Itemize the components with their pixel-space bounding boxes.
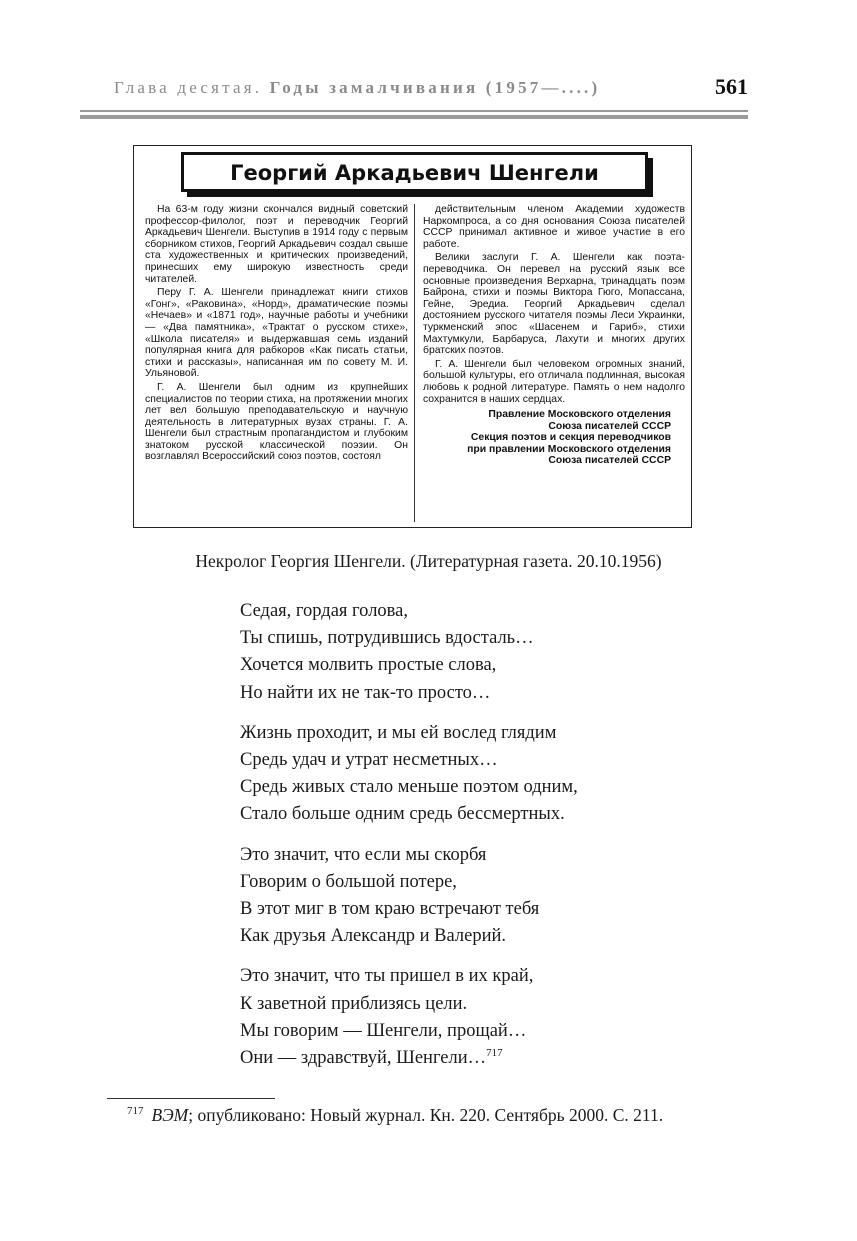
- footnote-text: ; опубликовано: Новый журнал. Кн. 220. Сентябрь 2000. С. 211.: [188, 1105, 664, 1125]
- header-rule-thick: [80, 115, 748, 119]
- poem-line: В этот миг в том краю встречают тебя: [240, 899, 540, 920]
- clipping-paragraph: Г. А. Шенгели был одним из крупнейших специалистов по теории стиха, на протяжении многих лет вел большую преподавательскую и научную деятельность в литературных вузах страны. Г. А. Шенгели был страстным пропагандистом и глубоким знатоком русской классической поэзии. Он возглавлял Всероссийский союз поэтов, состоял: [145, 381, 408, 463]
- signature-line: Секция поэтов и секция переводчиков: [470, 432, 671, 444]
- clipping-paragraph: На 63-м году жизни скончался видный советский профессор-филолог, поэт и переводчик Георгий Аркадьевич Шенгели. Выступив в 1914 году с первым сборником стихов, Георгий Аркадьевич создал свыше ста художественных и критических произведений, принесших ему широкую известность среди читателей.: [145, 204, 408, 285]
- signature-line: при правлении Московского отделения: [467, 443, 671, 455]
- poem: [240, 598, 578, 1085]
- clipping-paragraph: Велики заслуги Г. А. Шенгели как поэта-переводчика. Он перевел на русский язык все основные произведения Верхарна, тринадцать поэм Байрона, стихи и поэмы Виктора Гюго, Мопассана, Гейне, Эредиа. Георгий Аркадьевич сделал достоянием русского читателя поэмы Леси Украинки, туркменский эпос «Шасенем и Гариб», стихи Махтумкули, Барбаруса, Лахути и многих других братских поэтов.: [423, 252, 685, 357]
- signature-line: Правление Московского отделения: [488, 409, 671, 421]
- footnote-rule: [107, 1098, 275, 1099]
- clipping-column-right: [423, 204, 685, 467]
- stanza: [240, 963, 578, 1072]
- column-divider: [414, 204, 415, 522]
- poem-line: Хочется молвить простые слова,: [240, 655, 497, 676]
- footnote-reference[interactable]: 717: [486, 1046, 503, 1059]
- stanza: [240, 720, 578, 829]
- footnote-source: ВЭМ: [151, 1105, 189, 1125]
- footnote-number: 717: [127, 1105, 144, 1118]
- running-header: [80, 74, 748, 104]
- poem-line: Средь живых стало меньше поэтом одним,: [240, 777, 578, 798]
- chapter-heading: [114, 78, 600, 98]
- poem-line: Мы говорим — Шенгели, прощай…: [240, 1020, 527, 1041]
- poem-line: К заветной приблизясь цели.: [240, 993, 468, 1014]
- clipping-column-left: [145, 204, 408, 465]
- signature-line: Союза писателей СССР: [548, 455, 671, 467]
- poem-line: Ты спишь, потрудившись вдосталь…: [240, 628, 534, 649]
- clipping-paragraph: Г. А. Шенгели был человеком огромных знаний, большой культуры, его отличала подлинная, высокая любовь к родной литературе. Память о нем надолго сохранится в наших сердцах.: [423, 358, 685, 405]
- poem-line: Как друзья Александр и Валерий.: [240, 926, 506, 947]
- poem-line: Говорим о большой потере,: [240, 871, 457, 892]
- poem-line: Это значит, что ты пришел в их край,: [240, 966, 534, 987]
- figure-caption: Некролог Георгия Шенгели. (Литературная газета. 20.10.1956): [195, 551, 662, 571]
- chapter-title: Годы замалчивания (1957—....): [269, 78, 601, 97]
- signature-line: Союза писателей СССР: [548, 420, 671, 432]
- poem-line-text: Они — здравствуй, Шенгели…: [240, 1048, 487, 1069]
- poem-line: Стало больше одним средь бессмертных.: [240, 804, 565, 825]
- clipping-paragraph: действительным членом Академии художеств Наркомпроса, а со дня основания Союза писателей СССР принимал активное и живое участие в его работе.: [423, 204, 685, 250]
- stanza: [240, 598, 578, 707]
- clipping-paragraph: Перу Г. А. Шенгели принадлежат книги стихов «Гонг», «Раковина», «Норд», драматические поэмы «Нечаев» и «1871 год», научные работы и учебники — «Два памятника», «Трактат о русском стихе», «Школа писателя» и выдержавшая семь изданий популярная книга для рабкоров «Как писать статьи, стихи и рассказы», написанная им по совету М. И. Ульяновой.: [145, 287, 408, 380]
- poem-line: [240, 1045, 578, 1072]
- clipping-title-frame: [181, 152, 648, 192]
- header-rule-thin: [80, 110, 748, 112]
- poem-line: Это значит, что если мы скорбя: [240, 844, 487, 865]
- chapter-label: Глава десятая.: [114, 78, 263, 97]
- clipping-title: Георгий Аркадьевич Шенгели: [230, 161, 599, 185]
- stanza: [240, 842, 578, 951]
- poem-line: Жизнь проходит, и мы ей вослед глядим: [240, 722, 557, 743]
- clipping-signature: [423, 409, 685, 467]
- newspaper-clipping: [133, 145, 692, 528]
- poem-line: Седая, гордая голова,: [240, 601, 408, 621]
- poem-line: Средь удач и утрат несметных…: [240, 750, 498, 771]
- page-number: 561: [715, 74, 748, 99]
- poem-line: Но найти их не так-то просто…: [240, 682, 491, 703]
- footnote: [127, 1105, 663, 1126]
